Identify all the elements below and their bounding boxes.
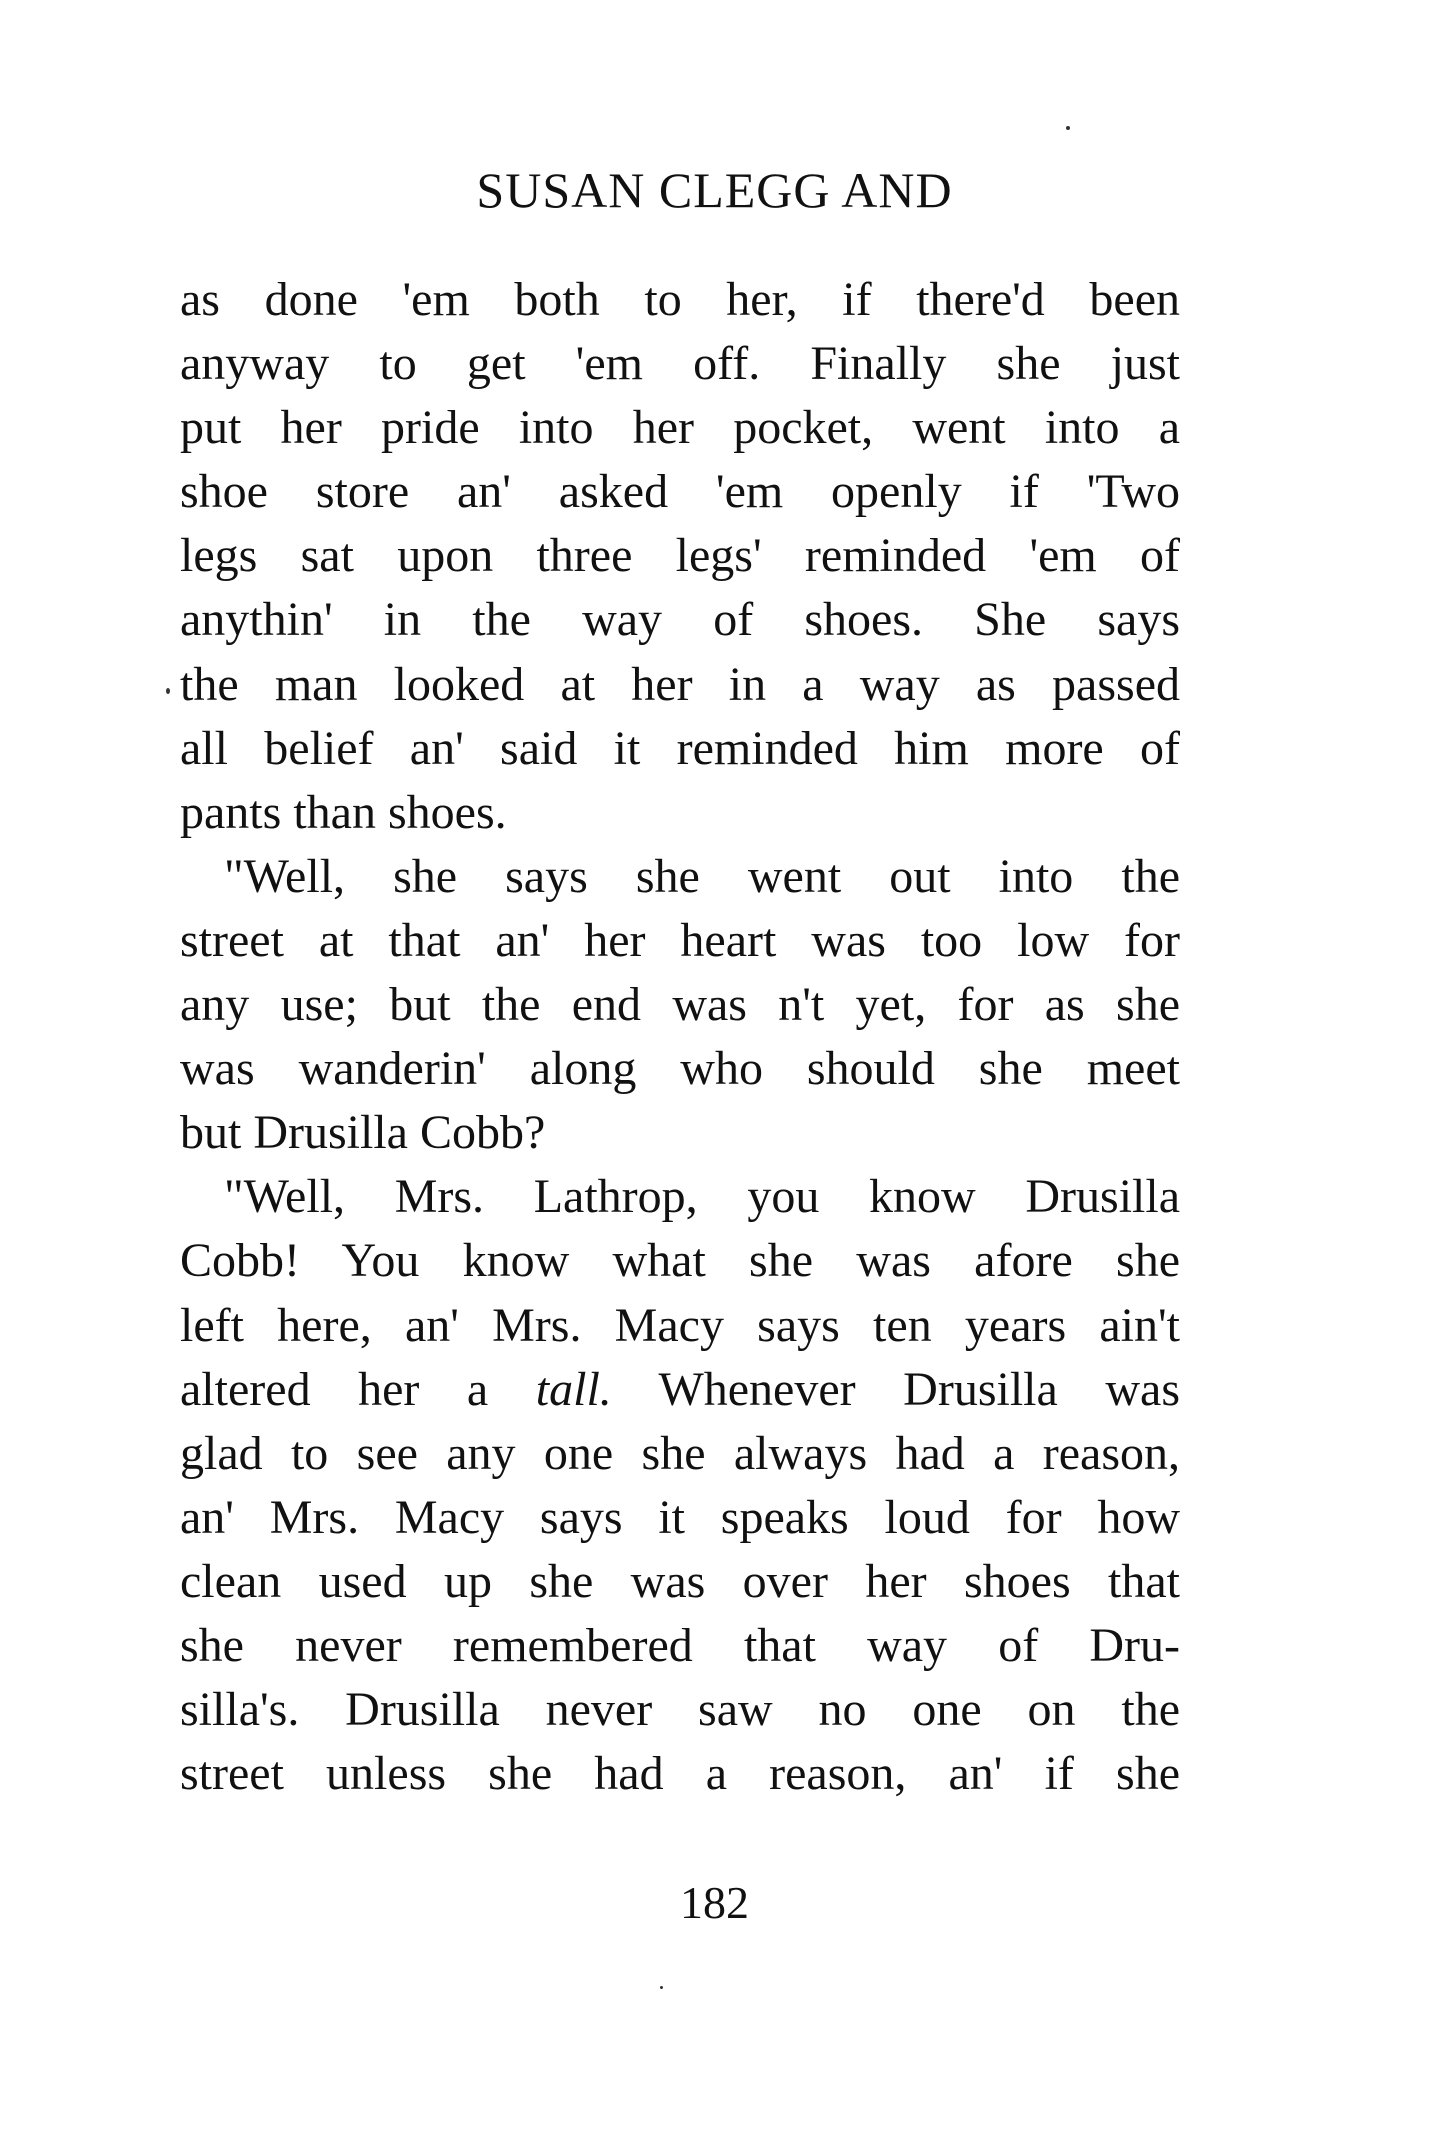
- text-line: was wanderin' along who should she meet: [180, 1042, 1180, 1096]
- page-number: 182: [680, 1877, 749, 1928]
- text-line: glad to see any one she always had a reason,: [180, 1426, 1180, 1480]
- text-line: as done 'em both to her, if there'd been: [180, 273, 1180, 326]
- italic-word: tall.: [535, 1362, 612, 1416]
- text-line: she never remembered that way of Dru-: [180, 1618, 1180, 1672]
- running-head: SUSAN CLEGG AND: [476, 162, 953, 218]
- text-line: "Well, Mrs. Lathrop, you know Drusilla: [224, 1170, 1180, 1224]
- text-line: put her pride into her pocket, went into a: [180, 401, 1180, 455]
- text-line: "Well, she says she went out into the: [224, 849, 1180, 903]
- text-line: left here, an' Mrs. Macy says ten years ain't: [180, 1298, 1180, 1352]
- text-line: all belief an' said it reminded him more of: [180, 721, 1180, 775]
- text-line-part: altered her a: [180, 1362, 536, 1416]
- text-line: silla's. Drusilla never saw no one on the: [180, 1683, 1180, 1737]
- text-line: anyway to get 'em off. Finally she just: [180, 337, 1180, 391]
- text-line: street unless she had a reason, an' if she: [180, 1747, 1180, 1801]
- text-line: but Drusilla Cobb?: [180, 1106, 546, 1160]
- text-line: legs sat upon three legs' reminded 'em of: [180, 529, 1180, 583]
- print-speck: [660, 1986, 663, 1989]
- text-line: the man looked at her in a way as passed: [180, 657, 1180, 711]
- text-line-part: Whenever Drusilla was: [611, 1362, 1180, 1416]
- text-line: pants than shoes.: [180, 785, 507, 839]
- text-line: an' Mrs. Macy says it speaks loud for how: [180, 1490, 1180, 1544]
- text-line: street at that an' her heart was too low for: [180, 913, 1180, 967]
- text-line: anythin' in the way of shoes. She says: [180, 593, 1180, 647]
- text-line: any use; but the end was n't yet, for as she: [180, 978, 1180, 1032]
- print-speck: [166, 688, 170, 694]
- text-line: shoe store an' asked 'em openly if 'Two: [180, 465, 1180, 519]
- print-speck: [1066, 126, 1070, 130]
- text-line: Cobb! You know what she was afore she: [180, 1234, 1180, 1288]
- body-text: [180, 268, 1180, 1806]
- text-line: [180, 1358, 1180, 1422]
- text-line: clean used up she was over her shoes that: [180, 1554, 1180, 1608]
